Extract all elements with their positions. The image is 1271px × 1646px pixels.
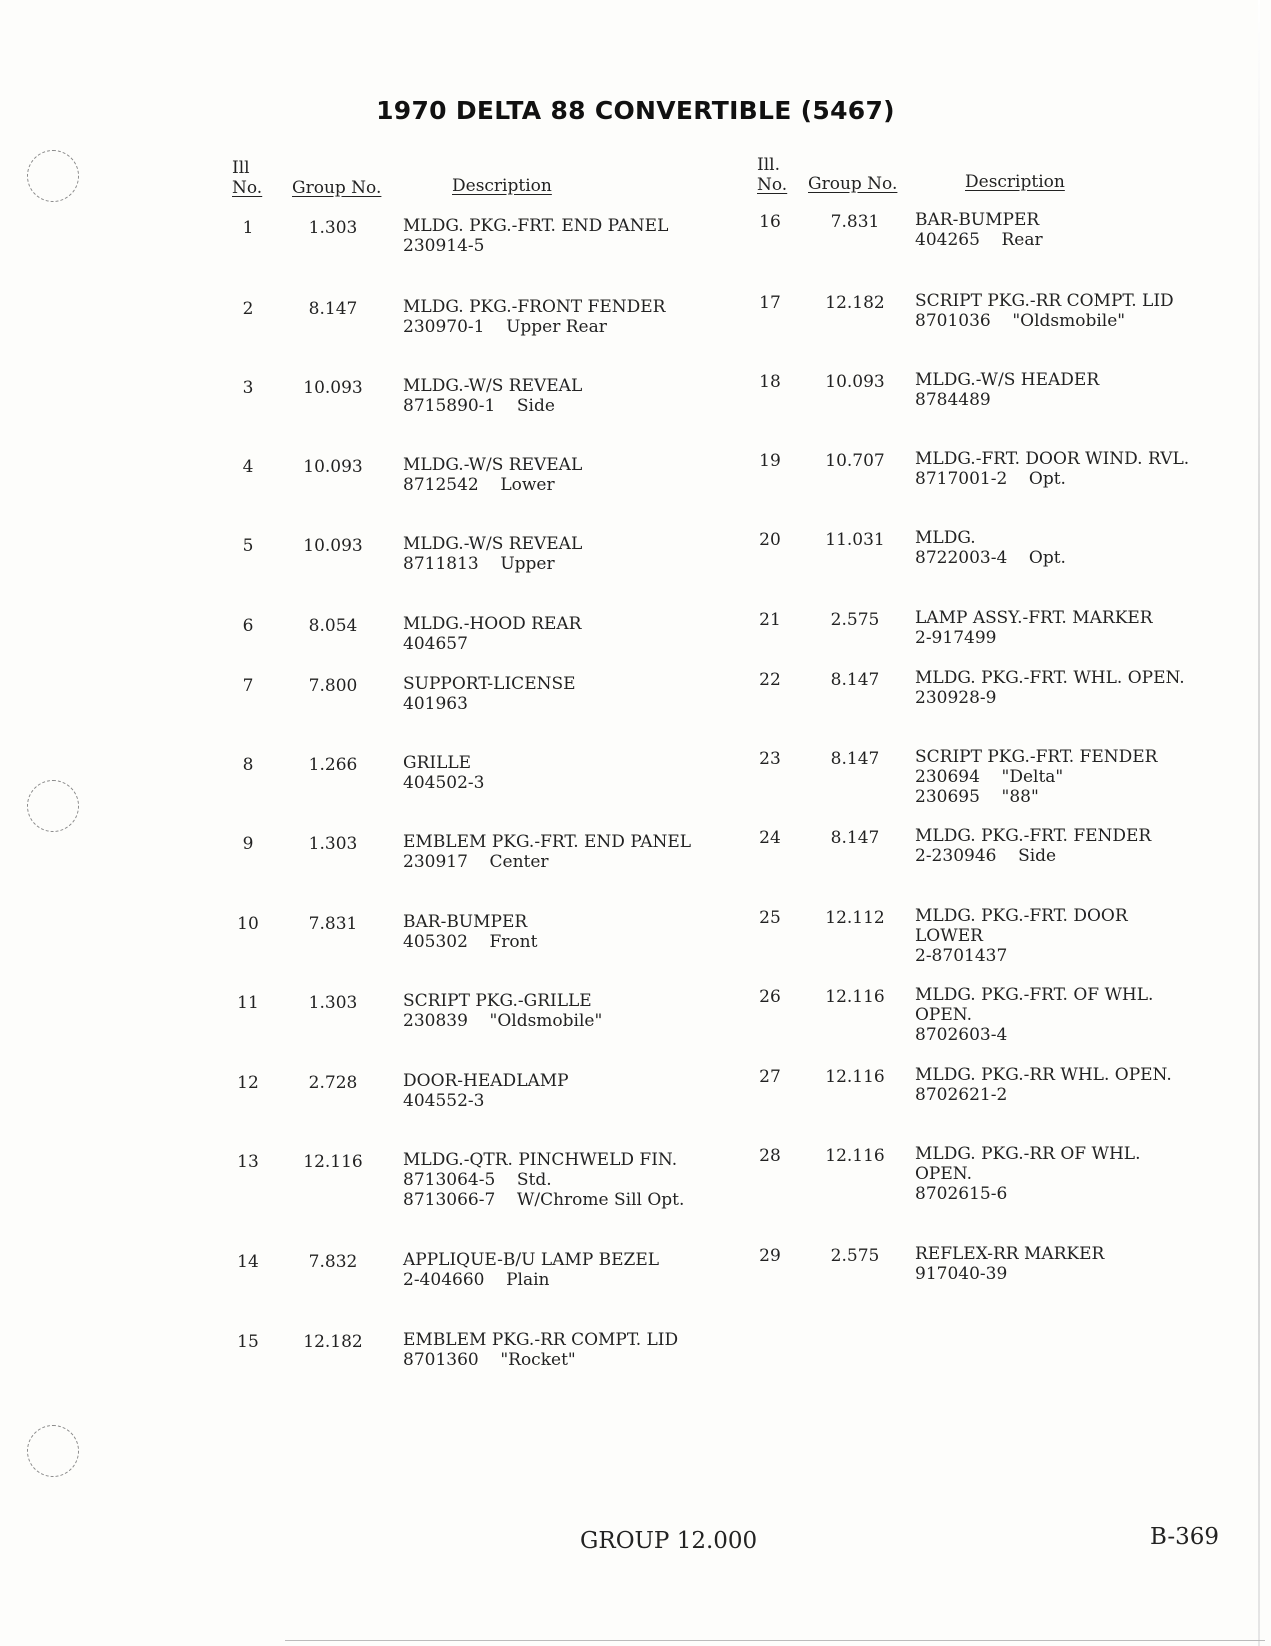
part-description: [915, 210, 1043, 250]
ill-number: 17: [759, 293, 781, 313]
part-name: MLDG.-W/S REVEAL: [403, 455, 583, 475]
ill-number: 18: [759, 372, 781, 392]
part-number-line: OPEN.: [915, 1005, 972, 1025]
page-edge-shadow: [1258, 0, 1260, 1646]
part-number-line: 404552-3: [403, 1091, 485, 1111]
ill-number: 16: [759, 212, 781, 232]
part-name: BAR-BUMPER: [915, 210, 1040, 230]
ill-number: 12: [237, 1073, 259, 1093]
part-description: [915, 370, 1099, 410]
part-name: SUPPORT-LICENSE: [403, 674, 576, 694]
ill-number: 8: [242, 755, 254, 775]
part-name: EMBLEM PKG.-RR COMPT. LID: [403, 1330, 679, 1350]
ill-number: 6: [242, 616, 254, 636]
ill-number: 13: [237, 1152, 259, 1172]
ill-number: 11: [237, 993, 259, 1013]
part-number-line: OPEN.: [915, 1164, 972, 1184]
part-description: [403, 455, 582, 495]
group-number: 12.112: [825, 908, 885, 928]
part-number-line: 2-404660 Plain: [403, 1270, 550, 1290]
ill-number: 9: [242, 834, 254, 854]
group-number: 1.303: [308, 218, 358, 238]
part-description: [403, 912, 537, 952]
part-description: [403, 1150, 684, 1210]
part-number-line: 2-8701437: [915, 946, 1008, 966]
group-number: 10.093: [303, 536, 363, 556]
group-number: 1.266: [308, 755, 358, 775]
header-ill-label: Ill.: [757, 155, 780, 175]
ill-number: 23: [759, 749, 781, 769]
part-name: MLDG.-W/S REVEAL: [403, 534, 583, 554]
part-name: MLDG. PKG.-RR OF WHL.: [915, 1144, 1141, 1164]
part-name: MLDG. PKG.-FRT. FENDER: [915, 826, 1152, 846]
header-ill-no-left: [232, 158, 262, 198]
part-number-line: 404265 Rear: [915, 230, 1043, 250]
group-number: 8.147: [830, 749, 880, 769]
part-number-line: 230917 Center: [403, 852, 549, 872]
ill-number: 4: [242, 457, 254, 477]
part-name: EMBLEM PKG.-FRT. END PANEL: [403, 832, 692, 852]
part-description: [403, 534, 582, 574]
group-number: 12.116: [825, 1146, 885, 1166]
part-number-line: 230694 "Delta": [915, 767, 1064, 787]
part-name: MLDG.-W/S HEADER: [915, 370, 1100, 390]
ill-number: 19: [759, 451, 781, 471]
part-description: [915, 985, 1153, 1045]
part-description: [403, 614, 581, 654]
part-description: [403, 297, 665, 337]
part-description: [403, 991, 602, 1031]
part-number-line: 8784489: [915, 390, 991, 410]
part-description: [403, 832, 691, 872]
ill-number: 29: [759, 1246, 781, 1266]
part-name: SCRIPT PKG.-RR COMPT. LID: [915, 291, 1174, 311]
group-number: 12.182: [303, 1332, 363, 1352]
ill-number: 10: [237, 914, 259, 934]
part-number-line: 405302 Front: [403, 932, 538, 952]
header-group-right: Group No.: [808, 174, 898, 194]
page-title: 1970 DELTA 88 CONVERTIBLE (5467): [376, 96, 895, 125]
part-number-line: LOWER: [915, 926, 983, 946]
part-name: SCRIPT PKG.-GRILLE: [403, 991, 592, 1011]
part-name: BAR-BUMPER: [403, 912, 528, 932]
ill-number: 15: [237, 1332, 259, 1352]
footer-group-label: GROUP 12.000: [580, 1528, 758, 1554]
part-description: [915, 291, 1174, 331]
part-number-line: 401963: [403, 694, 468, 714]
part-number-line: 230839 "Oldsmobile": [403, 1011, 603, 1031]
group-number: 1.303: [308, 834, 358, 854]
header-ill-no-right: [757, 155, 787, 195]
ill-number: 1: [242, 218, 254, 238]
group-number: 2.575: [830, 1246, 880, 1266]
group-number: 1.303: [308, 993, 358, 1013]
part-description: [915, 668, 1185, 708]
part-number-line: 8717001-2 Opt.: [915, 469, 1066, 489]
part-number-line: 8713066-7 W/Chrome Sill Opt.: [403, 1190, 685, 1210]
part-name: MLDG.: [915, 528, 976, 548]
ill-number: 5: [242, 536, 254, 556]
ill-number: 22: [759, 670, 781, 690]
header-description-left: Description: [452, 176, 552, 196]
part-name: SCRIPT PKG.-FRT. FENDER: [915, 747, 1158, 767]
part-description: [403, 674, 576, 714]
part-number-line: 230914-5: [403, 236, 485, 256]
part-number-line: 917040-39: [915, 1264, 1008, 1284]
part-name: MLDG.-QTR. PINCHWELD FIN.: [403, 1150, 678, 1170]
part-description: [403, 376, 582, 416]
ill-number: 21: [759, 610, 781, 630]
part-number-line: 230928-9: [915, 688, 997, 708]
group-number: 8.054: [308, 616, 358, 636]
ill-number: 7: [242, 676, 254, 696]
part-number-line: 8701036 "Oldsmobile": [915, 311, 1126, 331]
part-number-line: 8702621-2: [915, 1085, 1008, 1105]
part-name: GRILLE: [403, 753, 472, 773]
group-number: 10.707: [825, 451, 885, 471]
group-number: 2.575: [830, 610, 880, 630]
group-number: 11.031: [825, 530, 885, 550]
group-number: 12.116: [825, 1067, 885, 1087]
part-name: MLDG. PKG.-FRONT FENDER: [403, 297, 666, 317]
part-number-line: 8722003-4 Opt.: [915, 548, 1066, 568]
part-name: MLDG. PKG.-FRT. WHL. OPEN.: [915, 668, 1185, 688]
ill-number: 2: [242, 299, 254, 319]
part-name: MLDG.-FRT. DOOR WIND. RVL.: [915, 449, 1190, 469]
part-number-line: 8711813 Upper: [403, 554, 555, 574]
part-description: [915, 826, 1151, 866]
part-number-line: 8702615-6: [915, 1184, 1008, 1204]
punch-hole-icon: [27, 780, 79, 832]
part-name: MLDG. PKG.-FRT. DOOR: [915, 906, 1128, 926]
header-no-label: No.: [232, 178, 263, 198]
group-number: 2.728: [308, 1073, 358, 1093]
part-number-line: 230970-1 Upper Rear: [403, 317, 607, 337]
part-name: APPLIQUE-B/U LAMP BEZEL: [403, 1250, 660, 1270]
group-number: 10.093: [303, 457, 363, 477]
ill-number: 27: [759, 1067, 781, 1087]
group-number: 7.831: [830, 212, 880, 232]
part-number-line: 2-230946 Side: [915, 846, 1057, 866]
part-number-line: 404502-3: [403, 773, 485, 793]
group-number: 12.182: [825, 293, 885, 313]
punch-hole-icon: [27, 150, 79, 202]
part-description: [915, 1244, 1104, 1284]
ill-number: 28: [759, 1146, 781, 1166]
footer-page-number: B-369: [1150, 1524, 1219, 1550]
ill-number: 24: [759, 828, 781, 848]
group-number: 12.116: [825, 987, 885, 1007]
group-number: 7.832: [308, 1252, 358, 1272]
group-number: 8.147: [308, 299, 358, 319]
punch-hole-icon: [27, 1425, 79, 1477]
ill-number: 25: [759, 908, 781, 928]
part-name: MLDG.-HOOD REAR: [403, 614, 582, 634]
header-ill-label: Ill: [232, 158, 250, 178]
group-number: 7.800: [308, 676, 358, 696]
bottom-edge-line: [285, 1640, 1265, 1641]
header-no-label: No.: [757, 175, 788, 195]
ill-number: 26: [759, 987, 781, 1007]
part-description: [403, 1250, 659, 1290]
part-description: [403, 216, 668, 256]
group-number: 12.116: [303, 1152, 363, 1172]
part-description: [915, 449, 1189, 489]
group-number: 10.093: [825, 372, 885, 392]
part-name: LAMP ASSY.-FRT. MARKER: [915, 608, 1153, 628]
part-description: [915, 1065, 1172, 1105]
part-number-line: 404657: [403, 634, 468, 654]
part-description: [403, 1330, 678, 1370]
part-description: [915, 528, 1066, 568]
part-number-line: 8715890-1 Side: [403, 396, 555, 416]
part-name: MLDG.-W/S REVEAL: [403, 376, 583, 396]
part-description: [915, 906, 1128, 966]
ill-number: 3: [242, 378, 254, 398]
part-number-line: 230695 "88": [915, 787, 1039, 807]
part-description: [403, 1071, 569, 1111]
group-number: 8.147: [830, 670, 880, 690]
part-description: [915, 608, 1153, 648]
part-number-line: 2-917499: [915, 628, 997, 648]
part-number-line: 8713064-5 Std.: [403, 1170, 552, 1190]
ill-number: 14: [237, 1252, 259, 1272]
part-name: MLDG. PKG.-FRT. END PANEL: [403, 216, 669, 236]
ill-number: 20: [759, 530, 781, 550]
part-number-line: 8701360 "Rocket": [403, 1350, 576, 1370]
part-number-line: 8702603-4: [915, 1025, 1008, 1045]
header-description-right: Description: [965, 172, 1065, 192]
group-number: 8.147: [830, 828, 880, 848]
header-group-left: Group No.: [292, 178, 382, 198]
part-description: [915, 1144, 1141, 1204]
part-name: MLDG. PKG.-FRT. OF WHL.: [915, 985, 1154, 1005]
part-description: [915, 747, 1157, 807]
group-number: 7.831: [308, 914, 358, 934]
group-number: 10.093: [303, 378, 363, 398]
part-name: DOOR-HEADLAMP: [403, 1071, 569, 1091]
part-number-line: 8712542 Lower: [403, 475, 555, 495]
part-name: MLDG. PKG.-RR WHL. OPEN.: [915, 1065, 1172, 1085]
part-description: [403, 753, 484, 793]
part-name: REFLEX-RR MARKER: [915, 1244, 1105, 1264]
